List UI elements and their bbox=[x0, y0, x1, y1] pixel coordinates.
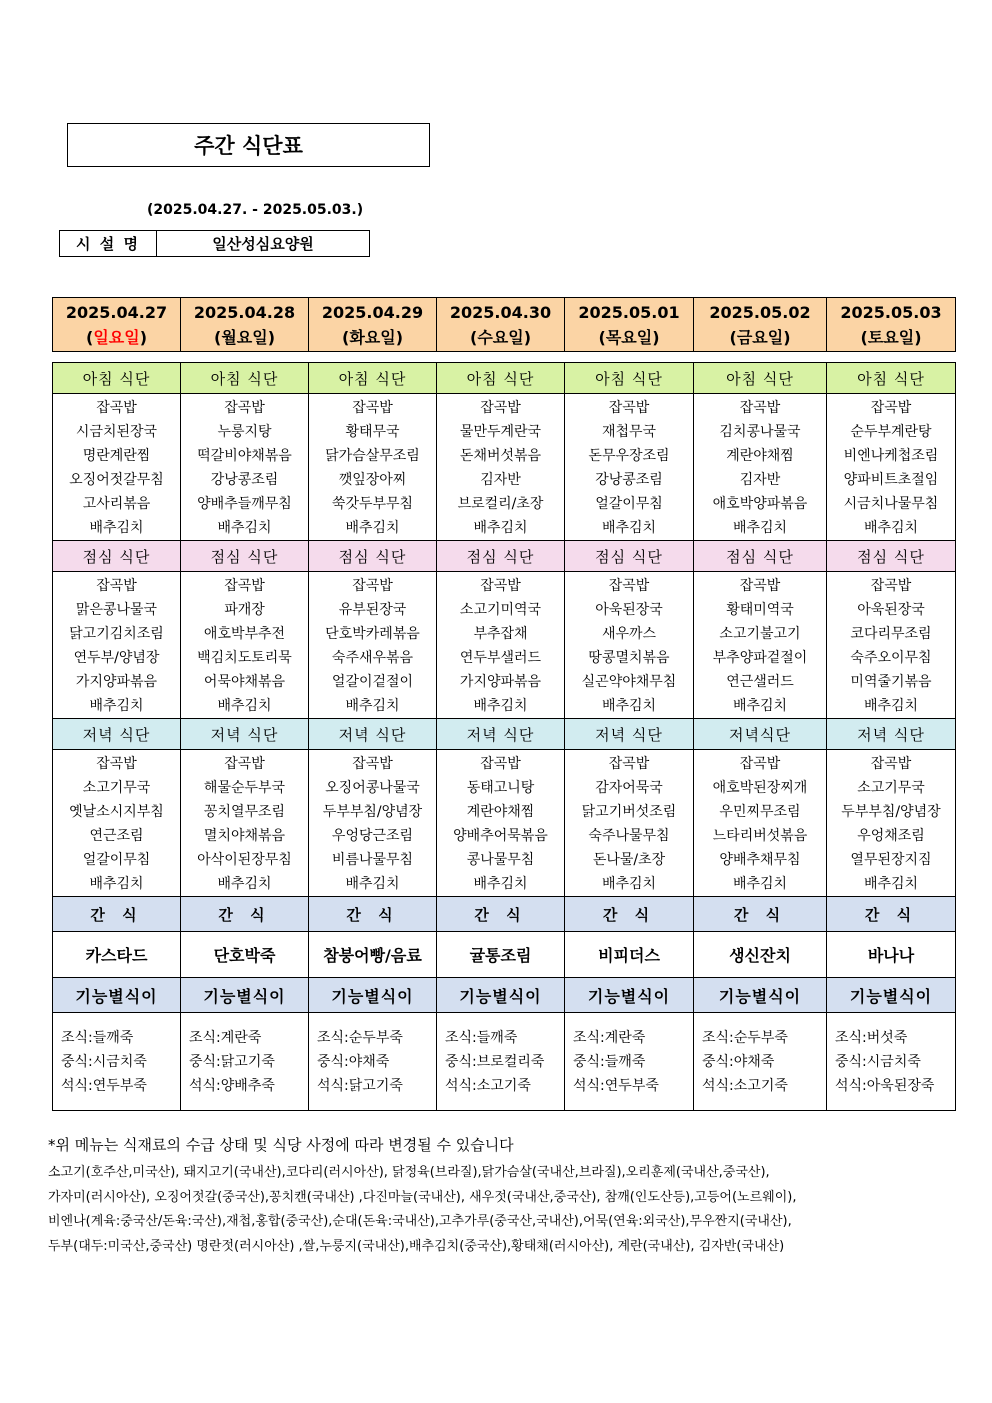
functional-item: 중식:야채죽 bbox=[317, 1053, 390, 1070]
menu-item: 동태고니탕 bbox=[466, 780, 535, 796]
day-header bbox=[437, 298, 565, 352]
lunch-label: 점심 식단 bbox=[565, 541, 694, 572]
functional-items-row bbox=[53, 1013, 956, 1111]
day-dow-text: 목요일 bbox=[605, 327, 653, 347]
day-header bbox=[565, 298, 694, 352]
day-dow: (토요일) bbox=[860, 327, 922, 347]
functional-item: 중식:브로컬리죽 bbox=[445, 1053, 545, 1070]
snack-label: 간 식 bbox=[181, 897, 309, 932]
dinner-menu-cell bbox=[437, 750, 565, 897]
snack-item: 귤통조림 bbox=[437, 932, 565, 978]
breakfast-menu-cell bbox=[309, 394, 437, 541]
functional-cell bbox=[437, 1013, 565, 1111]
day-dow: (금요일) bbox=[729, 327, 791, 347]
menu-item: 코다리무조림 bbox=[850, 626, 932, 642]
functional-label: 기능별식이 bbox=[181, 978, 309, 1013]
day-date: 2025.05.01 bbox=[578, 302, 680, 322]
menu-item: 배추김치 bbox=[217, 698, 272, 714]
functional-item: 중식:들깨죽 bbox=[573, 1053, 646, 1070]
menu-item: 잡곡밥 bbox=[608, 756, 650, 772]
menu-item: 돈무우장조림 bbox=[588, 448, 670, 464]
origin-line: 비엔나(계육:중국산/돈육:국산),재첩,홍합(중국산),순대(돈육:국내산),고추가루(중국산,국내산),어묵(연육:외국산),무우짠지(국내산), bbox=[48, 1214, 792, 1229]
menu-item: 숙주나물무침 bbox=[588, 828, 670, 844]
snack-label: 간 식 bbox=[565, 897, 694, 932]
functional-item: 조식:순두부죽 bbox=[317, 1029, 403, 1046]
menu-item: 계란야채찜 bbox=[726, 448, 794, 464]
menu-item: 비엔나케첩조림 bbox=[843, 448, 939, 464]
menu-item: 황태무국 bbox=[345, 424, 400, 440]
menu-item: 배추김치 bbox=[601, 520, 657, 536]
breakfast-label: 아침 식단 bbox=[437, 363, 565, 394]
snack-item: 비피더스 bbox=[565, 932, 694, 978]
functional-label-row bbox=[53, 978, 956, 1013]
menu-item: 배추김치 bbox=[863, 876, 919, 892]
lunch-label: 점심 식단 bbox=[53, 541, 181, 572]
breakfast-label: 아침 식단 bbox=[565, 363, 694, 394]
menu-item: 잡곡밥 bbox=[608, 400, 650, 416]
menu-item: 두부부침/양념장 bbox=[322, 804, 423, 820]
weekly-menu-table bbox=[52, 362, 956, 1111]
menu-item: 닭가슴살무조림 bbox=[325, 448, 420, 464]
day-dow-text: 월요일 bbox=[221, 327, 268, 347]
menu-item: 배추김치 bbox=[473, 520, 528, 536]
functional-item: 조식:계란죽 bbox=[189, 1029, 262, 1046]
functional-label: 기능별식이 bbox=[565, 978, 694, 1013]
day-dow-text: 화요일 bbox=[349, 327, 396, 347]
menu-item: 배추김치 bbox=[732, 520, 788, 536]
snack-label: 간 식 bbox=[437, 897, 565, 932]
functional-item: 조식:들깨죽 bbox=[445, 1029, 518, 1046]
menu-item: 양배추어묵볶음 bbox=[453, 828, 548, 844]
day-header bbox=[181, 298, 309, 352]
menu-item: 잡곡밥 bbox=[739, 400, 781, 416]
menu-item: 닭고기버섯조림 bbox=[581, 804, 677, 820]
menu-item: 배추김치 bbox=[601, 698, 657, 714]
day-date: 2025.05.02 bbox=[709, 302, 811, 322]
menu-item: 애호박된장찌개 bbox=[712, 780, 808, 796]
menu-item: 연근조림 bbox=[89, 828, 144, 844]
breakfast-items-row bbox=[53, 394, 956, 541]
menu-item: 배추김치 bbox=[732, 698, 788, 714]
functional-label: 기능별식이 bbox=[694, 978, 827, 1013]
menu-item: 물만두계란국 bbox=[459, 424, 542, 440]
menu-item: 배추김치 bbox=[89, 876, 144, 892]
menu-item: 시금치나물무침 bbox=[843, 496, 939, 512]
menu-item: 배추김치 bbox=[345, 876, 400, 892]
menu-item: 아욱된장국 bbox=[857, 602, 925, 618]
breakfast-label-row bbox=[53, 363, 956, 394]
menu-item: 소고기무국 bbox=[857, 780, 925, 796]
menu-item: 잡곡밥 bbox=[352, 756, 393, 772]
menu-item: 오징어젓갈무침 bbox=[69, 472, 164, 488]
functional-label: 기능별식이 bbox=[827, 978, 956, 1013]
menu-item: 얼갈이무침 bbox=[595, 496, 663, 512]
menu-item: 백김치도토리묵 bbox=[197, 650, 292, 666]
breakfast-menu-cell bbox=[437, 394, 565, 541]
dinner-items-row bbox=[53, 750, 956, 897]
dinner-label: 저녁 식단 bbox=[309, 719, 437, 750]
menu-item: 배추김치 bbox=[863, 698, 919, 714]
menu-item: 잡곡밥 bbox=[224, 578, 265, 594]
menu-item: 고사리볶음 bbox=[82, 496, 151, 512]
menu-item: 열무된장지짐 bbox=[850, 852, 932, 868]
lunch-menu-cell bbox=[53, 572, 181, 719]
menu-item: 배추김치 bbox=[601, 876, 657, 892]
menu-item: 명란계란찜 bbox=[82, 448, 151, 464]
functional-item: 조식:계란죽 bbox=[573, 1029, 646, 1046]
lunch-label: 점심 식단 bbox=[437, 541, 565, 572]
lunch-label: 점심 식단 bbox=[694, 541, 827, 572]
menu-item: 느타리버섯볶음 bbox=[712, 828, 808, 844]
lunch-label-row bbox=[53, 541, 956, 572]
facility-info bbox=[59, 230, 370, 257]
lunch-menu-cell bbox=[565, 572, 694, 719]
functional-item: 중식:시금치죽 bbox=[835, 1053, 921, 1070]
dinner-label: 저녁 식단 bbox=[181, 719, 309, 750]
menu-item: 잡곡밥 bbox=[96, 578, 137, 594]
functional-item: 석식:아욱된장죽 bbox=[835, 1077, 935, 1094]
breakfast-label: 아침 식단 bbox=[53, 363, 181, 394]
day-header bbox=[694, 298, 827, 352]
functional-item: 조식:들깨죽 bbox=[61, 1029, 134, 1046]
breakfast-menu-cell bbox=[827, 394, 956, 541]
menu-item: 돈채버섯볶음 bbox=[459, 448, 542, 464]
dinner-label-row bbox=[53, 719, 956, 750]
lunch-menu-cell bbox=[181, 572, 309, 719]
date-header-table bbox=[52, 297, 956, 352]
breakfast-label: 아침 식단 bbox=[827, 363, 956, 394]
functional-item: 중식:시금치죽 bbox=[61, 1053, 147, 1070]
menu-item: 양배추들깨무침 bbox=[197, 496, 292, 512]
dinner-menu-cell bbox=[827, 750, 956, 897]
menu-item: 얼갈이겉절이 bbox=[331, 674, 414, 690]
day-dow-text: 일요일 bbox=[93, 327, 140, 347]
menu-item: 배추김치 bbox=[473, 876, 528, 892]
breakfast-menu-cell bbox=[694, 394, 827, 541]
page-title: 주간 식단표 bbox=[67, 123, 430, 167]
menu-item: 실곤약야채무침 bbox=[581, 674, 677, 690]
snack-label-row bbox=[53, 897, 956, 932]
menu-item: 미역줄기볶음 bbox=[850, 674, 932, 690]
menu-item: 김치콩나물국 bbox=[719, 424, 801, 440]
menu-item: 숙주오이무침 bbox=[850, 650, 932, 666]
menu-item: 두부부침/양념장 bbox=[841, 804, 941, 820]
functional-cell bbox=[827, 1013, 956, 1111]
menu-item: 잡곡밥 bbox=[870, 756, 912, 772]
menu-item: 배추김치 bbox=[217, 520, 272, 536]
snack-item: 바나나 bbox=[827, 932, 956, 978]
menu-item: 쑥갓두부무침 bbox=[331, 496, 414, 512]
menu-item: 닭고기김치조림 bbox=[69, 626, 164, 642]
menu-item: 돈나물/초장 bbox=[592, 852, 666, 868]
snack-item: 참붕어빵/음료 bbox=[309, 932, 437, 978]
day-date: 2025.04.30 bbox=[449, 302, 552, 322]
dinner-menu-cell bbox=[309, 750, 437, 897]
menu-item: 황태미역국 bbox=[726, 602, 794, 618]
menu-item: 김자반 bbox=[739, 472, 781, 488]
menu-item: 누룽지탕 bbox=[217, 424, 272, 440]
functional-item: 석식:닭고기죽 bbox=[317, 1077, 403, 1094]
menu-item: 숙주새우볶음 bbox=[331, 650, 414, 666]
menu-item: 잡곡밥 bbox=[480, 756, 521, 772]
snack-label: 간 식 bbox=[827, 897, 956, 932]
menu-item: 우엉채조림 bbox=[857, 828, 925, 844]
menu-item: 감자어묵국 bbox=[595, 780, 663, 796]
dinner-menu-cell bbox=[53, 750, 181, 897]
menu-item: 맑은콩나물국 bbox=[75, 602, 158, 618]
functional-cell bbox=[694, 1013, 827, 1111]
snack-items-row bbox=[53, 932, 956, 978]
menu-item: 잡곡밥 bbox=[870, 400, 912, 416]
dinner-menu-cell bbox=[694, 750, 827, 897]
lunch-label: 점심 식단 bbox=[827, 541, 956, 572]
breakfast-menu-cell bbox=[53, 394, 181, 541]
menu-item: 연근샐러드 bbox=[726, 674, 794, 690]
snack-label: 간 식 bbox=[309, 897, 437, 932]
lunch-menu-cell bbox=[694, 572, 827, 719]
menu-item: 연두부/양념장 bbox=[73, 650, 160, 666]
functional-item: 석식:연두부죽 bbox=[61, 1077, 147, 1094]
menu-item: 어묵야채볶음 bbox=[203, 674, 286, 690]
notes-section bbox=[48, 1134, 928, 1259]
menu-item: 잡곡밥 bbox=[608, 578, 650, 594]
menu-item: 땅콩멸치볶음 bbox=[588, 650, 670, 666]
menu-item: 아삭이된장무침 bbox=[197, 852, 292, 868]
functional-item: 석식:양배추죽 bbox=[189, 1077, 275, 1094]
menu-item: 김자반 bbox=[480, 472, 521, 488]
snack-item: 단호박죽 bbox=[181, 932, 309, 978]
menu-item: 잡곡밥 bbox=[96, 756, 137, 772]
menu-item: 해물순두부국 bbox=[203, 780, 286, 796]
functional-label: 기능별식이 bbox=[53, 978, 181, 1013]
functional-item: 석식:연두부죽 bbox=[573, 1077, 659, 1094]
menu-item: 잡곡밥 bbox=[96, 400, 137, 416]
menu-item: 옛날소시지부침 bbox=[69, 804, 164, 820]
menu-item: 배추김치 bbox=[473, 698, 528, 714]
menu-item: 부추잡채 bbox=[473, 626, 528, 642]
functional-item: 중식:닭고기죽 bbox=[189, 1053, 275, 1070]
menu-item: 유부된장국 bbox=[338, 602, 407, 618]
day-dow: (목요일) bbox=[598, 327, 660, 347]
day-dow-text: 금요일 bbox=[736, 327, 784, 347]
functional-item: 조식:버섯죽 bbox=[835, 1029, 908, 1046]
dinner-label: 저녁 식단 bbox=[437, 719, 565, 750]
lunch-menu-cell bbox=[309, 572, 437, 719]
menu-item: 계란야채찜 bbox=[466, 804, 535, 820]
snack-label: 간 식 bbox=[694, 897, 827, 932]
menu-item: 꽁치열무조림 bbox=[203, 804, 286, 820]
dinner-label: 저녁 식단 bbox=[565, 719, 694, 750]
breakfast-label: 아침 식단 bbox=[694, 363, 827, 394]
snack-label: 간 식 bbox=[53, 897, 181, 932]
menu-item: 강낭콩조림 bbox=[210, 472, 279, 488]
menu-item: 얼갈이무침 bbox=[82, 852, 151, 868]
lunch-items-row bbox=[53, 572, 956, 719]
date-header-row bbox=[53, 298, 956, 352]
origin-line: 소고기(호주산,미국산), 돼지고기(국내산),코다리(러시아산), 닭정육(브라질),닭가슴살(국내산,브라질),오리훈제(국내산,중국산), bbox=[48, 1165, 770, 1180]
breakfast-label: 아침 식단 bbox=[309, 363, 437, 394]
menu-item: 순두부계란탕 bbox=[850, 424, 932, 440]
functional-cell bbox=[181, 1013, 309, 1111]
menu-item: 배추김치 bbox=[345, 698, 400, 714]
day-header bbox=[309, 298, 437, 352]
functional-item: 석식:소고기죽 bbox=[702, 1077, 788, 1094]
functional-cell bbox=[565, 1013, 694, 1111]
day-dow: (화요일) bbox=[342, 327, 403, 347]
lunch-label: 점심 식단 bbox=[181, 541, 309, 572]
menu-item: 멸치야채볶음 bbox=[203, 828, 286, 844]
menu-item: 새우까스 bbox=[601, 626, 657, 642]
menu-item: 콩나물무침 bbox=[466, 852, 535, 868]
functional-item: 중식:야채죽 bbox=[702, 1053, 775, 1070]
menu-item: 잡곡밥 bbox=[224, 756, 265, 772]
menu-item: 단호박카레볶음 bbox=[325, 626, 420, 642]
menu-item: 비름나물무침 bbox=[331, 852, 414, 868]
dinner-label: 저녁 식단 bbox=[827, 719, 956, 750]
day-date: 2025.05.03 bbox=[840, 302, 942, 322]
menu-item: 소고기불고기 bbox=[719, 626, 801, 642]
menu-item: 잡곡밥 bbox=[739, 756, 781, 772]
menu-item: 떡갈비야채볶음 bbox=[197, 448, 292, 464]
functional-cell bbox=[53, 1013, 181, 1111]
origin-line: 두부(대두:미국산,중국산) 명란젓(러시아산) ,쌀,누룽지(국내산),배추김치(중국산),황태채(러시아산), 계란(국내산), 김자반(국내산) bbox=[48, 1238, 785, 1254]
menu-item: 잡곡밥 bbox=[739, 578, 781, 594]
menu-item: 배추김치 bbox=[217, 876, 272, 892]
day-dow-text: 수요일 bbox=[477, 327, 524, 347]
breakfast-label: 아침 식단 bbox=[181, 363, 309, 394]
breakfast-menu-cell bbox=[181, 394, 309, 541]
lunch-menu-cell bbox=[437, 572, 565, 719]
menu-item: 잡곡밥 bbox=[480, 400, 521, 416]
lunch-menu-cell bbox=[827, 572, 956, 719]
menu-item: 잡곡밥 bbox=[352, 400, 393, 416]
menu-item: 깻잎장아찌 bbox=[338, 472, 407, 488]
menu-item: 배추김치 bbox=[89, 698, 144, 714]
menu-item: 우엉당근조림 bbox=[331, 828, 414, 844]
functional-item: 조식:순두부죽 bbox=[702, 1029, 788, 1046]
functional-label: 기능별식이 bbox=[437, 978, 565, 1013]
menu-item: 강낭콩조림 bbox=[595, 472, 663, 488]
day-date: 2025.04.28 bbox=[193, 302, 296, 322]
notes-heading: *위 메뉴는 식재료의 수급 상태 및 식당 사정에 따라 변경될 수 있습니다 bbox=[48, 1136, 514, 1154]
snack-item: 생신잔치 bbox=[694, 932, 827, 978]
facility-name: 일산성심요양원 bbox=[212, 235, 314, 253]
menu-item: 배추김치 bbox=[89, 520, 144, 536]
menu-item: 배추김치 bbox=[863, 520, 919, 536]
menu-item: 부추양파겉절이 bbox=[712, 650, 808, 666]
menu-item: 오징어콩나물국 bbox=[325, 780, 420, 796]
facility-label: 시 설 명 bbox=[60, 231, 157, 256]
day-dow: (월요일) bbox=[214, 327, 275, 347]
day-dow: (수요일) bbox=[470, 327, 531, 347]
menu-item: 우민찌무조림 bbox=[719, 804, 801, 820]
functional-item: 석식:소고기죽 bbox=[445, 1077, 531, 1094]
day-date: 2025.04.27 bbox=[65, 302, 168, 322]
day-date: 2025.04.29 bbox=[321, 302, 424, 322]
dinner-label: 저녁 식단 bbox=[53, 719, 181, 750]
snack-item: 카스타드 bbox=[53, 932, 181, 978]
menu-item: 양파비트초절임 bbox=[843, 472, 939, 488]
menu-item: 소고기미역국 bbox=[459, 602, 542, 618]
day-dow: (일요일) bbox=[86, 327, 147, 347]
menu-item: 가지양파볶음 bbox=[459, 674, 542, 690]
menu-item: 양배추채무침 bbox=[719, 852, 801, 868]
menu-item: 애호박양파볶음 bbox=[712, 496, 808, 512]
origin-line: 가자미(러시아산), 오징어젓갈(중국산),꽁치캔(국내산) ,다진마늘(국내산), 새우젓(국내산,중국산), 참깨(인도산등),고등어(노르웨이), bbox=[48, 1189, 797, 1205]
menu-period: (2025.04.27. - 2025.05.03.) bbox=[147, 202, 364, 218]
dinner-menu-cell bbox=[565, 750, 694, 897]
menu-item: 연두부샐러드 bbox=[459, 650, 542, 666]
menu-item: 재첩무국 bbox=[601, 424, 657, 440]
menu-item: 애호박부추전 bbox=[203, 626, 286, 642]
menu-item: 시금치된장국 bbox=[75, 424, 158, 440]
breakfast-menu-cell bbox=[565, 394, 694, 541]
menu-item: 가지양파볶음 bbox=[75, 674, 158, 690]
menu-item: 잡곡밥 bbox=[870, 578, 912, 594]
lunch-label: 점심 식단 bbox=[309, 541, 437, 572]
menu-item: 브로컬리/초장 bbox=[457, 496, 544, 512]
functional-cell bbox=[309, 1013, 437, 1111]
menu-item: 잡곡밥 bbox=[352, 578, 393, 594]
dinner-menu-cell bbox=[181, 750, 309, 897]
menu-item: 파개장 bbox=[224, 602, 265, 618]
day-dow-text: 토요일 bbox=[867, 327, 915, 347]
menu-item: 잡곡밥 bbox=[224, 400, 265, 416]
menu-item: 아욱된장국 bbox=[595, 602, 663, 618]
menu-item: 배추김치 bbox=[345, 520, 400, 536]
menu-item: 배추김치 bbox=[732, 876, 788, 892]
dinner-label: 저녁식단 bbox=[694, 719, 827, 750]
menu-item: 소고기무국 bbox=[82, 780, 151, 796]
menu-item: 잡곡밥 bbox=[480, 578, 521, 594]
day-header bbox=[53, 298, 181, 352]
day-header bbox=[827, 298, 956, 352]
functional-label: 기능별식이 bbox=[309, 978, 437, 1013]
